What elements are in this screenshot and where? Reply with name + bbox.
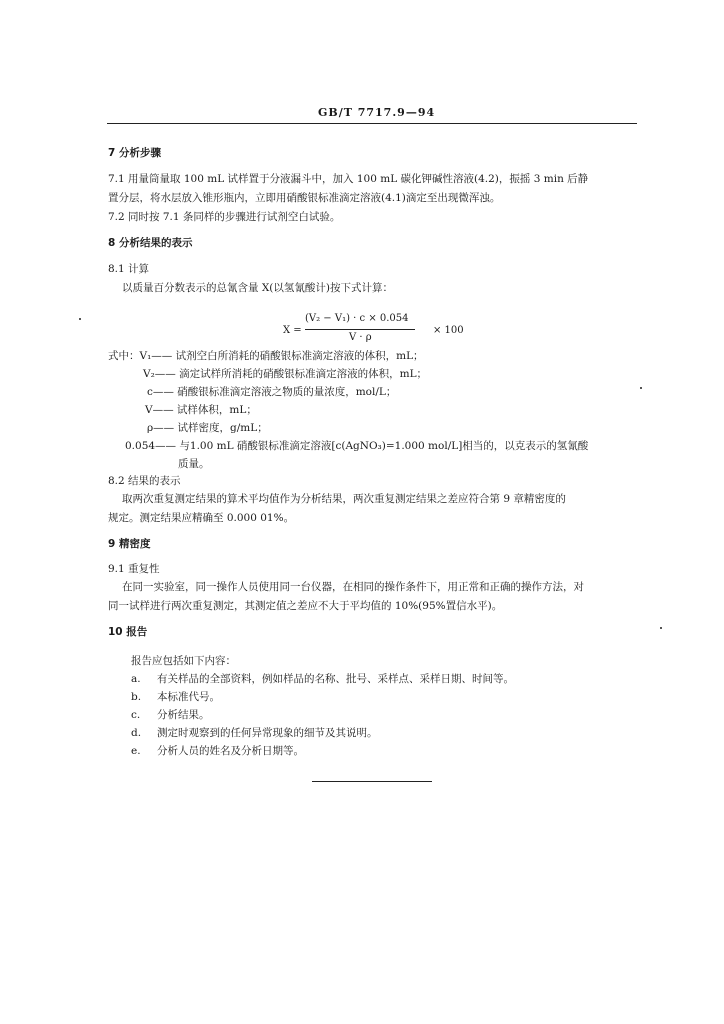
section-10-title: 10 报告 [108, 626, 148, 638]
formula-lhs: X = [283, 325, 302, 336]
end-rule [312, 781, 432, 782]
section-8-2-line-2: 规定。测定结果应精确至 0.000 01%。 [108, 512, 295, 524]
report-item-marker: b. [131, 691, 142, 703]
scan-speck [79, 318, 81, 320]
report-item-text: 有关样品的全部资料，例如样品的名称、批号、采样点、采样日期、时间等。 [157, 673, 514, 685]
section-8-title: 8 分析结果的表示 [108, 237, 193, 249]
formula-multiplier: × 100 [433, 325, 464, 336]
report-intro: 报告应包括如下内容： [131, 655, 236, 667]
formula-numerator: (V₂ − V₁) · c × 0.054 [305, 313, 409, 324]
report-item-marker: e. [131, 745, 141, 757]
report-item-text: 测定时观察到的任何异常现象的细节及其说明。 [157, 727, 378, 739]
calculation-intro: 以质量百分数表示的总氰含量 X(以氢氰酸计)按下式计算： [122, 282, 394, 294]
section-8-2-title: 8.2 结果的表示 [108, 475, 181, 487]
report-item-marker: d. [131, 727, 142, 739]
where-line-v2: V₂—— 滴定试样所消耗的硝酸银标准滴定溶液的体积，mL； [143, 368, 428, 380]
scan-speck [660, 627, 662, 629]
section-8-1-title: 8.1 计算 [108, 263, 150, 275]
standard-code: GB/T 7717.9—94 [318, 106, 436, 119]
where-line-v1: 式中：V₁—— 试剂空白所消耗的硝酸银标准滴定溶液的体积，mL； [108, 350, 424, 362]
total-cyanide-formula [283, 313, 473, 349]
fraction-bar [305, 329, 415, 330]
where-line-rho: ρ—— 试样密度，g/mL； [147, 422, 268, 434]
report-item-text: 分析结果。 [157, 709, 210, 721]
report-item-text: 本标准代号。 [157, 691, 220, 703]
section-7-1-line-1: 7.1 用量筒量取 100 mL 试样置于分液漏斗中，加入 100 mL 碳化钾碱性溶液(4.2)，振摇 3 min 后静 [108, 173, 589, 185]
section-7-2: 7.2 同时按 7.1 条同样的步骤进行试剂空白试验。 [108, 211, 341, 223]
section-9-title: 9 精密度 [108, 538, 151, 550]
where-line-constant-cont: 质量。 [178, 458, 210, 470]
report-item-marker: c. [131, 709, 141, 721]
report-item-text: 分析人员的姓名及分析日期等。 [157, 745, 304, 757]
section-9-1-title: 9.1 重复性 [108, 563, 160, 575]
section-7-1-line-2: 置分层，将水层放入锥形瓶内，立即用硝酸银标准滴定溶液(4.1)滴定至出现微浑浊。 [108, 192, 501, 204]
section-9-1-line-1: 在同一实验室，同一操作人员使用同一台仪器，在相同的操作条件下，用正常和正确的操作方法，对 [122, 581, 584, 593]
section-9-1-line-2: 同一试样进行两次重复测定，其测定值之差应不大于平均值的 10%(95%置信水平)。 [108, 600, 503, 612]
scan-speck [640, 387, 642, 389]
section-8-2-line-1: 取两次重复测定结果的算术平均值作为分析结果，两次重复测定结果之差应符合第 9 章精密度的 [122, 493, 566, 505]
formula-denominator: V · ρ [349, 332, 372, 343]
where-line-constant: 0.054—— 与1.00 mL 硝酸银标准滴定溶液[c(AgNO₃)=1.000 mol/L]相当的，以克表示的氢氰酸 [125, 440, 589, 452]
where-line-c: c—— 硝酸银标准滴定溶液之物质的量浓度，mol/L； [147, 386, 397, 398]
where-line-v: V—— 试样体积，mL； [145, 404, 257, 416]
report-item-marker: a. [131, 673, 141, 685]
header-rule [107, 123, 637, 124]
section-7-title: 7 分析步骤 [108, 147, 161, 159]
